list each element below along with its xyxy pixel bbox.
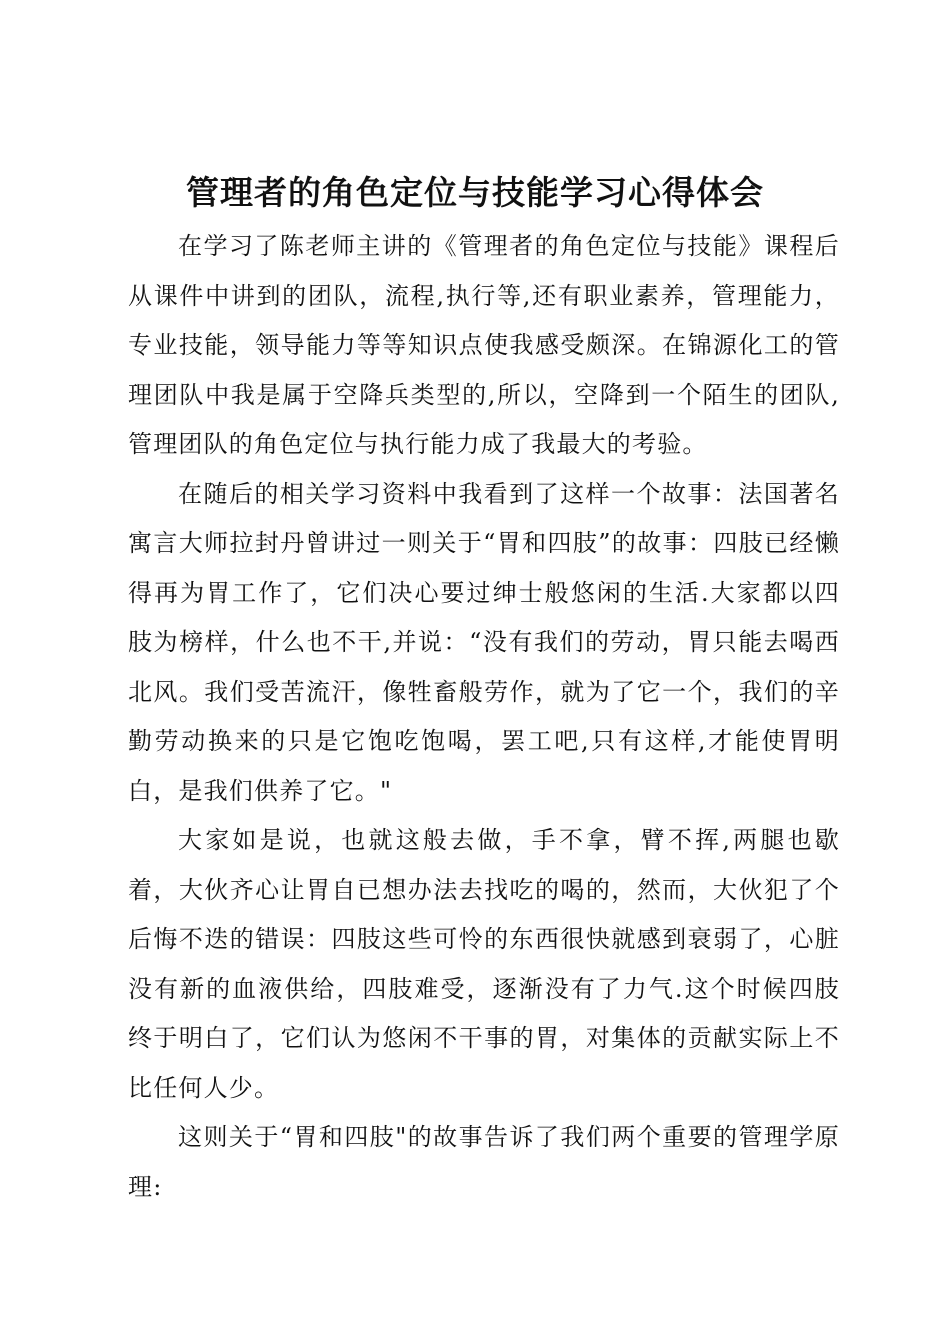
document-body xyxy=(128,222,840,1212)
paragraph-3: 大家如是说，也就这般去做，手不拿，臂不挥,两腿也歇着，大伙齐心让胃自已想办法去找吃的喝的，然而，大伙犯了个后悔不迭的错误：四肢这些可怜的东西很快就感到衰弱了，心脏没有新的血液供给，四肢难受，逐渐没有了力气.这个时候四肢终于明白了，它们认为悠闲不干事的胃，对集体的贡献实际上不比任何人少。 xyxy=(128,826,840,1102)
paragraph-1: 在学习了陈老师主讲的《管理者的角色定位与技能》课程后从课件中讲到的团队，流程,执行等,还有职业素养，管理能力，专业技能，领导能力等等知识点使我感受颇深。在锦源化工的管理团队中我是属于空降兵类型的,所以，空降到一个陌生的团队,管理团队的角色定位与执行能力成了我最大的考验。 xyxy=(128,232,840,458)
paragraph-4: 这则关于“胃和四肢"的故事告诉了我们两个重要的管理学原理: xyxy=(128,1123,840,1201)
document-title: 管理者的角色定位与技能学习心得体会 xyxy=(186,173,764,212)
paragraph-2: 在随后的相关学习资料中我看到了这样一个故事：法国著名寓言大师拉封丹曾讲过一则关于“胃和四肢”的故事：四肢已经懒得再为胃工作了，它们决心要过绅士般悠闲的生活.大家都以四肢为榜样，什么也不干,并说：“没有我们的劳动，胃只能去喝西北风。我们受苦流汗，像牲畜般劳作，就为了它一个，我们的辛勤劳动换来的只是它饱吃饱喝，罢工吧,只有这样,才能使胃明白，是我们供养了它。" xyxy=(128,479,840,805)
